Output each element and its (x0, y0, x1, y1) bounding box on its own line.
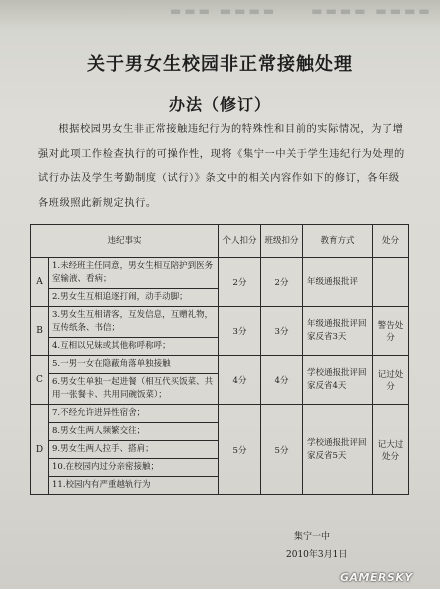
education-method-cell: 学校通报批评回家反省5天 (303, 405, 373, 495)
personal-deduction-cell: 2分 (219, 258, 261, 307)
class-deduction-cell: 5分 (261, 405, 303, 495)
education-method-cell: 年级通报批评回家反省3天 (303, 307, 373, 356)
personal-deduction-cell: 5分 (219, 405, 261, 495)
violation-item: 9.男女生两人拉手、搭肩； (49, 441, 218, 459)
table-row (31, 307, 409, 356)
header-personal-deduction: 个人扣分 (219, 225, 261, 258)
table-row (31, 258, 409, 307)
signature-school: 集宁一中 (294, 532, 331, 542)
class-deduction-cell: 4分 (261, 356, 303, 405)
punishment-cell: 警告处分 (373, 307, 409, 356)
violation-item: 8.男女生两人频繁交往； (49, 423, 218, 441)
header-education-method: 教育方式 (303, 225, 373, 258)
header-violation: 违纪事实 (31, 225, 219, 258)
header-class-deduction: 班级扣分 (261, 225, 303, 258)
level-cell: D (31, 405, 49, 495)
violation-item: 6.男女生单独一起进餐（相互代买饭菜、共用一张餐卡、共用同碗饭菜）； (52, 377, 214, 400)
violation-item: 3.男女生互相请客，互发信息，互赠礼物，互传纸条、书信； (49, 307, 218, 338)
class-deduction-cell: 3分 (261, 307, 303, 356)
violation-item: 1.未经班主任同意，男女生相互陪护到医务室输液、看病； (49, 258, 218, 289)
watermark: GAMERSKY (340, 571, 413, 584)
punishment-cell: 记大过处分 (373, 405, 409, 495)
violation-item: 7.不经允许进异性宿舍； (49, 405, 218, 423)
personal-deduction-cell: 4分 (219, 356, 261, 405)
violation-cell (49, 405, 219, 495)
violation-item: 4.互相以兄妹或其他称呼称呼； (52, 341, 171, 351)
table-row (31, 356, 409, 405)
punishment-cell (373, 258, 409, 307)
table-row (31, 405, 409, 495)
signature-date: 2010年3月1日 (286, 550, 348, 560)
document-title-line1: 关于男女生校园非正常接触处理 (87, 54, 353, 75)
violation-item: 2.男女生互相追逐打闹，动手动脚； (52, 292, 188, 302)
personal-deduction-cell: 3分 (219, 307, 261, 356)
punishment-cell: 记过处分 (373, 356, 409, 405)
violation-cell (49, 307, 219, 356)
violation-item: 5.一男一女在隐蔽角落单独接触 (49, 356, 218, 374)
level-cell: A (31, 258, 49, 307)
violation-cell (49, 356, 219, 405)
intro-paragraph: 根据校园男女生非正常接触违纪行为的特殊性和目前的实际情况，为了增强对此项工作检查执行的可操作性，现将《集宁一中关于学生违纪行为处理的试行办法及学生考勤制度（试行）》条文中的相关内容作如下的修订，各年级各班级照此新规定执行。 (38, 124, 405, 209)
violation-cell (49, 258, 219, 307)
bleed-through-text: ▬▬▬ ▬▬▬▬ ▬▬▬▬ ▬▬▬▬ (170, 4, 433, 18)
table-header-row (31, 225, 409, 258)
level-cell: B (31, 307, 49, 356)
class-deduction-cell: 2分 (261, 258, 303, 307)
education-method-cell: 年级通报批评 (303, 258, 373, 307)
education-method-cell: 学校通报批评回家反省4天 (303, 356, 373, 405)
level-cell: C (31, 356, 49, 405)
violation-item: 10.在校园内过分亲密接触； (49, 459, 218, 477)
document-title-line2: 办法（修订） (168, 95, 271, 114)
violation-item: 11.校园内有严重越轨行为 (52, 480, 151, 490)
header-punishment: 处分 (373, 225, 409, 258)
rules-table (30, 224, 409, 495)
